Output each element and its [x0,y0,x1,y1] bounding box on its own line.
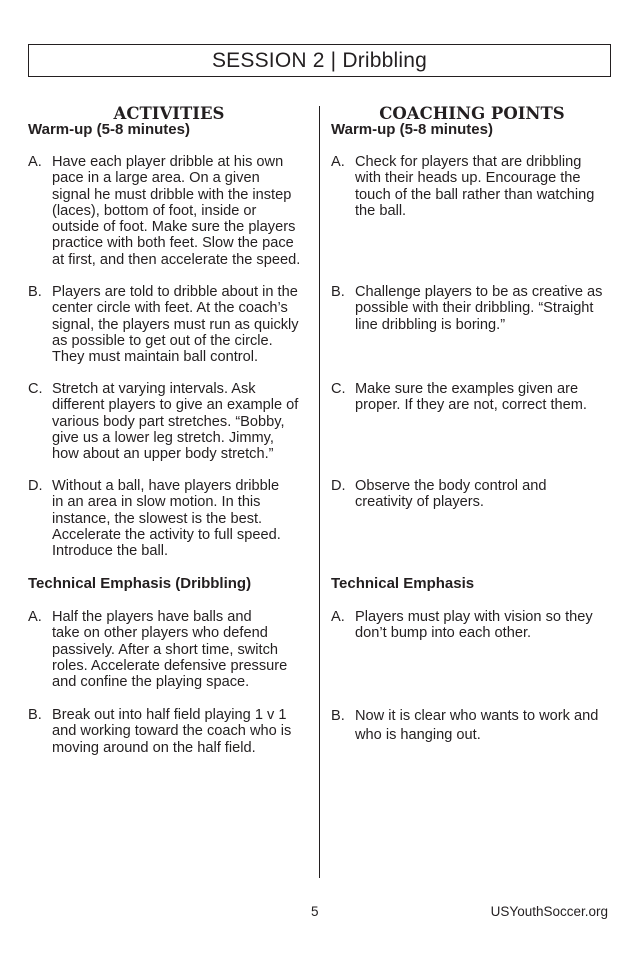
item-letter: B. [331,284,345,300]
coaching-warmup-d [331,478,621,511]
item-text: Without a ball, have players dribble in an area in slow motion. In this instance, the slowest is the best. Accelerate the activity to full speed. Introduce the ball. [52,478,281,560]
column-divider [319,106,320,878]
item-letter: C. [331,381,346,397]
item-letter: A. [28,609,42,625]
item-letter: B. [28,284,42,300]
site-url: USYouthSoccer.org [490,904,608,919]
item-text: Now it is clear who wants to work and who is hanging out. [355,708,599,743]
left-warmup-label: Warm-up (5-8 minutes) [28,121,190,138]
activity-warmup-b [28,284,318,365]
right-technical-label: Technical Emphasis [331,575,475,592]
item-text: Have each player dribble at his own pace in a large area. On a given signal he must dribble with the instep (laces), bottom of foot, inside or outside of foot. Make sure the players practice with both feet. Slow the pace at first, and then accelerate the speed. [52,154,301,268]
item-letter: A. [331,154,345,170]
activity-warmup-d [28,478,318,559]
item-text: Players must play with vision so they don’t bump into each other. [355,609,593,642]
coaching-warmup-a [331,154,621,219]
activities-heading: ACTIVITIES [113,104,225,123]
item-text: Break out into half field playing 1 v 1 and working toward the coach who is moving around on the half field. [52,707,292,756]
right-warmup-label: Warm-up (5-8 minutes) [331,121,493,138]
item-letter: D. [331,478,346,494]
coaching-warmup-b [331,284,621,333]
item-letter: A. [28,154,42,170]
session-title: SESSION 2 | Dribbling [28,44,611,77]
item-text: Make sure the examples given are proper. If they are not, correct them. [355,381,587,414]
item-text: Observe the body control and creativity of players. [355,478,547,511]
coaching-technical-a [331,609,621,642]
item-letter: C. [28,381,43,397]
activity-warmup-a [28,154,318,268]
left-technical-label: Technical Emphasis (Dribbling) [28,575,252,592]
coaching-warmup-c [331,381,621,414]
item-text: Check for players that are dribbling with their heads up. Encourage the touch of the ball rather than watching the ball. [355,154,595,219]
item-text: Half the players have balls and take on other players who defend passively. After a short time, switch roles. Accelerate defensive pressure and confine the playing space. [52,609,288,691]
item-text: Stretch at varying intervals. Ask different players to give an example of various body part stretches. “Bobby, give us a lower leg stretch. Jimmy, how about an upper body stretch.” [52,381,299,463]
item-letter: D. [28,478,43,494]
item-text: Challenge players to be as creative as possible with their dribbling. “Straight line dribbling is boring.” [355,284,603,333]
activity-technical-b [28,707,318,756]
coaching-points-heading: COACHING POINTS [379,104,565,123]
item-letter: B. [28,707,42,723]
item-letter: A. [331,609,345,625]
page-number: 5 [311,904,319,919]
coaching-technical-b [331,707,621,745]
activity-warmup-c [28,381,318,462]
item-text: Players are told to dribble about in the center circle with feet. At the coach’s signal, the players must run as quickly as possible to get out of the circle. They must maintain ball control. [52,284,299,366]
item-letter: B. [331,708,345,724]
activity-technical-a [28,609,318,690]
